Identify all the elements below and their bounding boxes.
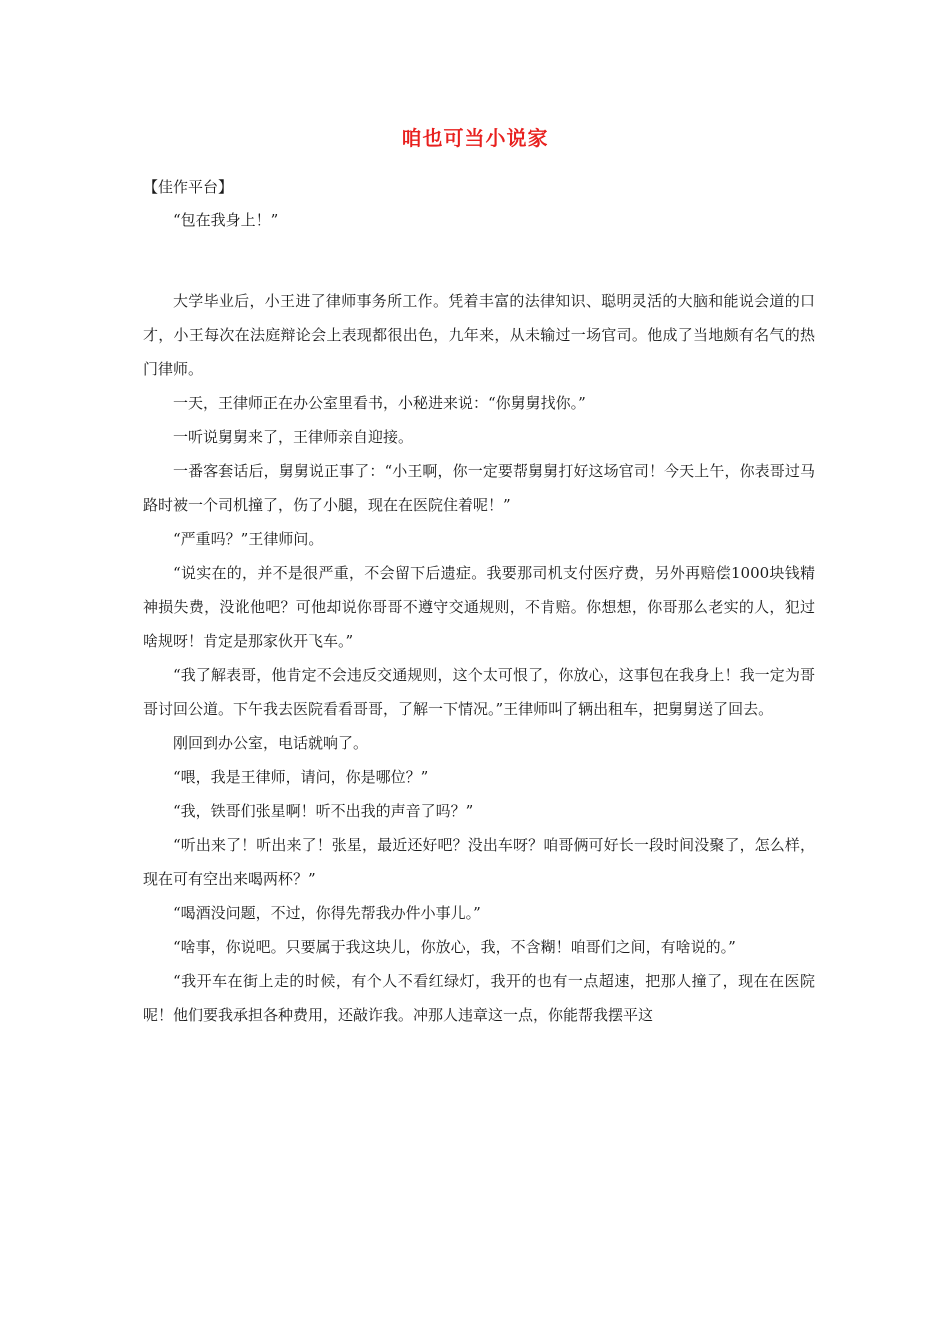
paragraph: 一天，王律师正在办公室里看书，小秘进来说：“你舅舅找你。” xyxy=(173,394,586,412)
section-label: 【佳作平台】 xyxy=(143,178,234,196)
article-body xyxy=(143,208,815,1032)
paragraph: 刚回到办公室，电话就响了。 xyxy=(173,734,369,752)
paragraph: 大学毕业后，小王进了律师事务所工作。凭着丰富的法律知识、聪明灵活的大脑和能说会道的口才，小王每次在法庭辩论会上表现都很出色，九年来，从未输过一场官司。他成了当地颇有名气的热门律师。 xyxy=(143,292,815,378)
paragraph: “听出来了！听出来了！张星，最近还好吧？没出车呀？咱哥俩可好长一段时间没聚了，怎么样，现在可有空出来喝两杯？” xyxy=(143,836,815,888)
paragraph: “我开车在街上走的时候，有个人不看红绿灯，我开的也有一点超速，把那人撞了，现在在医院呢！他们要我承担各种费用，还敲诈我。冲那人违章这一点，你能帮我摆平这 xyxy=(143,972,815,1024)
paragraph: “严重吗？”王律师问。 xyxy=(173,530,324,548)
paragraph: “我了解表哥，他肯定不会违反交通规则，这个太可恨了，你放心，这事包在我身上！我一定为哥哥讨回公道。下午我去医院看看哥哥，了解一下情况。”王律师叫了辆出租车，把舅舅送了回去。 xyxy=(143,666,815,718)
paragraph: “包在我身上！” xyxy=(173,211,279,229)
paragraph: “喝酒没问题，不过，你得先帮我办件小事儿。” xyxy=(173,904,481,922)
paragraph: “喂，我是王律师，请问，你是哪位？” xyxy=(173,768,429,786)
paragraph: 一听说舅舅来了，王律师亲自迎接。 xyxy=(173,428,414,446)
paragraph: “啥事，你说吧。只要属于我这块儿，你放心，我，不含糊！咱哥们之间，有啥说的。” xyxy=(173,938,736,956)
paragraph: “说实在的，并不是很严重，不会留下后遗症。我要那司机支付医疗费，另外再赔偿1000块钱精神损失费，没讹他吧？可他却说你哥哥不遵守交通规则，不肯赔。你想想，你哥那么老实的人，犯过啥规呀！肯定是那家伙开飞车。” xyxy=(143,564,815,650)
paragraph: “我，铁哥们张星啊！听不出我的声音了吗？” xyxy=(173,802,474,820)
page-title: 咱也可当小说家 xyxy=(401,126,549,150)
paragraph: 一番客套话后，舅舅说正事了：“小王啊，你一定要帮舅舅打好这场官司！今天上午，你表哥过马路时被一个司机撞了，伤了小腿，现在在医院住着呢！” xyxy=(143,462,815,514)
